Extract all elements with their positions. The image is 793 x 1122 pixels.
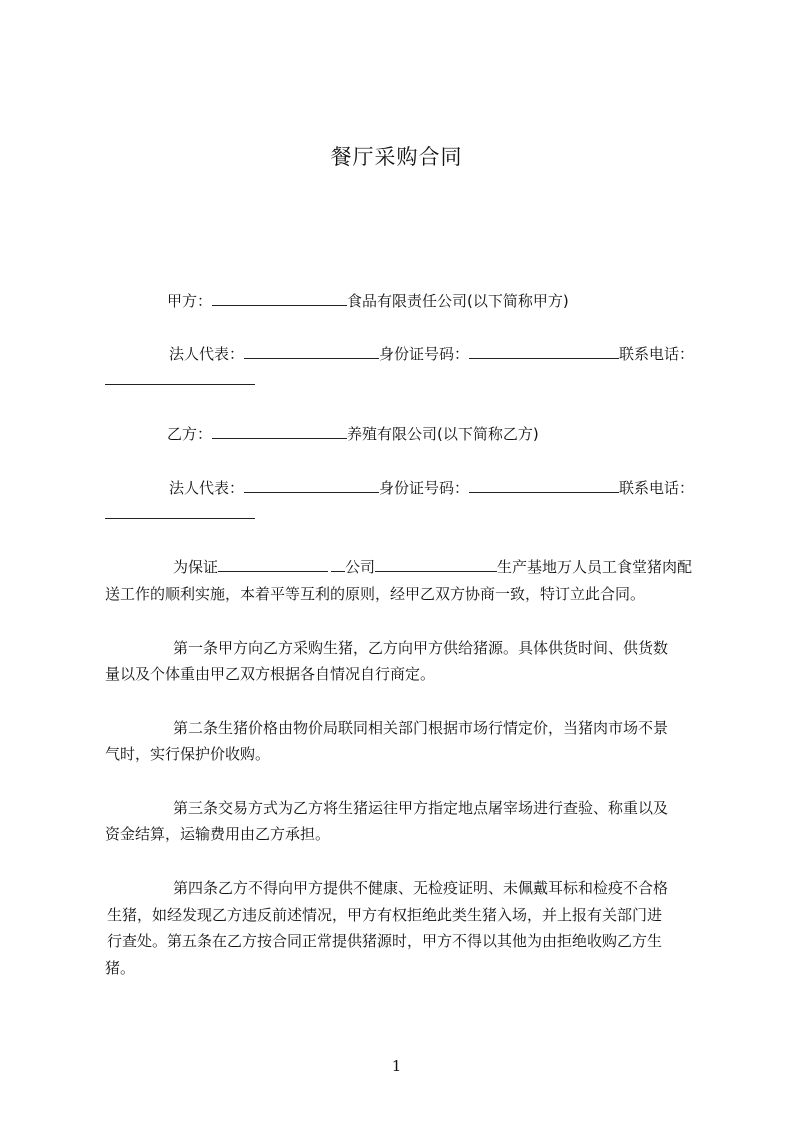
purpose-mid: 公司 — [345, 558, 376, 576]
article-3-line-2: 资金结算，运输费用由乙方承担。 — [105, 825, 331, 843]
party-a-suffix: 食品有限责任公司(以下简称甲方) — [347, 292, 569, 310]
party-a-rep-blank — [244, 344, 379, 359]
party-b-rep-line — [105, 478, 705, 498]
party-b-phone-blank — [105, 504, 255, 519]
party-b-phone-line — [105, 504, 705, 524]
party-a-rep-line — [105, 344, 705, 364]
article-1-line-1: 第一条甲方向乙方采购生猪，乙方向甲方供给猪源。具体供货时间、供货数 — [173, 639, 669, 657]
party-a-rep-label: 法人代表： — [169, 345, 245, 363]
party-b-phone-label: 联系电话： — [619, 479, 695, 497]
party-b-id-blank — [469, 478, 619, 493]
party-b-suffix: 养殖有限公司(以下简称乙方) — [347, 425, 539, 443]
purpose-base-blank — [375, 557, 497, 572]
party-b-name-blank — [212, 424, 347, 439]
party-b-label: 乙方： — [167, 425, 213, 443]
party-a-phone-blank — [105, 370, 255, 385]
party-a-line — [105, 291, 705, 311]
purpose-company-blank-2 — [331, 557, 345, 572]
article-4-line-3: 行查处。第五条在乙方按合同正常提供猪源时，甲方不得以其他为由拒绝收购乙方生 — [107, 932, 663, 950]
party-a-label: 甲方： — [167, 292, 213, 310]
purpose-line-2: 送工作的顺利实施，本着平等互利的原则，经甲乙双方协商一致，特订立此合同。 — [105, 585, 646, 603]
purpose-line-1 — [105, 557, 705, 577]
article-4-line-2: 生猪，如经发现乙方违反前述情况，甲方有权拒绝此类生猪入场，并上报有关部门进 — [107, 906, 663, 924]
article-4-line-4: 猪。 — [105, 959, 136, 977]
article-2-line-2: 气时，实行保护价收购。 — [105, 745, 271, 763]
purpose-rest: 生产基地万人员工食堂猪肉配 — [497, 558, 693, 576]
article-2-line-1: 第二条生猪价格由物价局联同相关部门根据市场行情定价，当猪肉市场不景 — [173, 719, 669, 737]
party-b-id-label: 身份证号码： — [379, 479, 470, 497]
party-b-rep-label: 法人代表： — [169, 479, 245, 497]
purpose-prefix: 为保证 — [173, 558, 219, 576]
article-4-line-1: 第四条乙方不得向甲方提供不健康、无检疫证明、未佩戴耳标和检疫不合格 — [173, 879, 669, 897]
party-a-phone-line — [105, 370, 705, 390]
party-a-phone-label: 联系电话： — [619, 345, 695, 363]
page-number: 1 — [391, 1057, 402, 1075]
article-3-line-1: 第三条交易方式为乙方将生猪运往甲方指定地点屠宰场进行查验、称重以及 — [173, 799, 669, 817]
article-1-line-2: 量以及个体重由甲乙双方根据各自情况自行商定。 — [105, 665, 436, 683]
party-b-rep-blank — [244, 478, 379, 493]
purpose-company-blank — [218, 557, 328, 572]
party-a-name-blank — [212, 291, 347, 306]
party-b-line — [105, 424, 705, 444]
party-a-id-blank — [469, 344, 619, 359]
party-a-id-label: 身份证号码： — [379, 345, 470, 363]
document-title: 餐厅采购合同 — [330, 145, 463, 169]
